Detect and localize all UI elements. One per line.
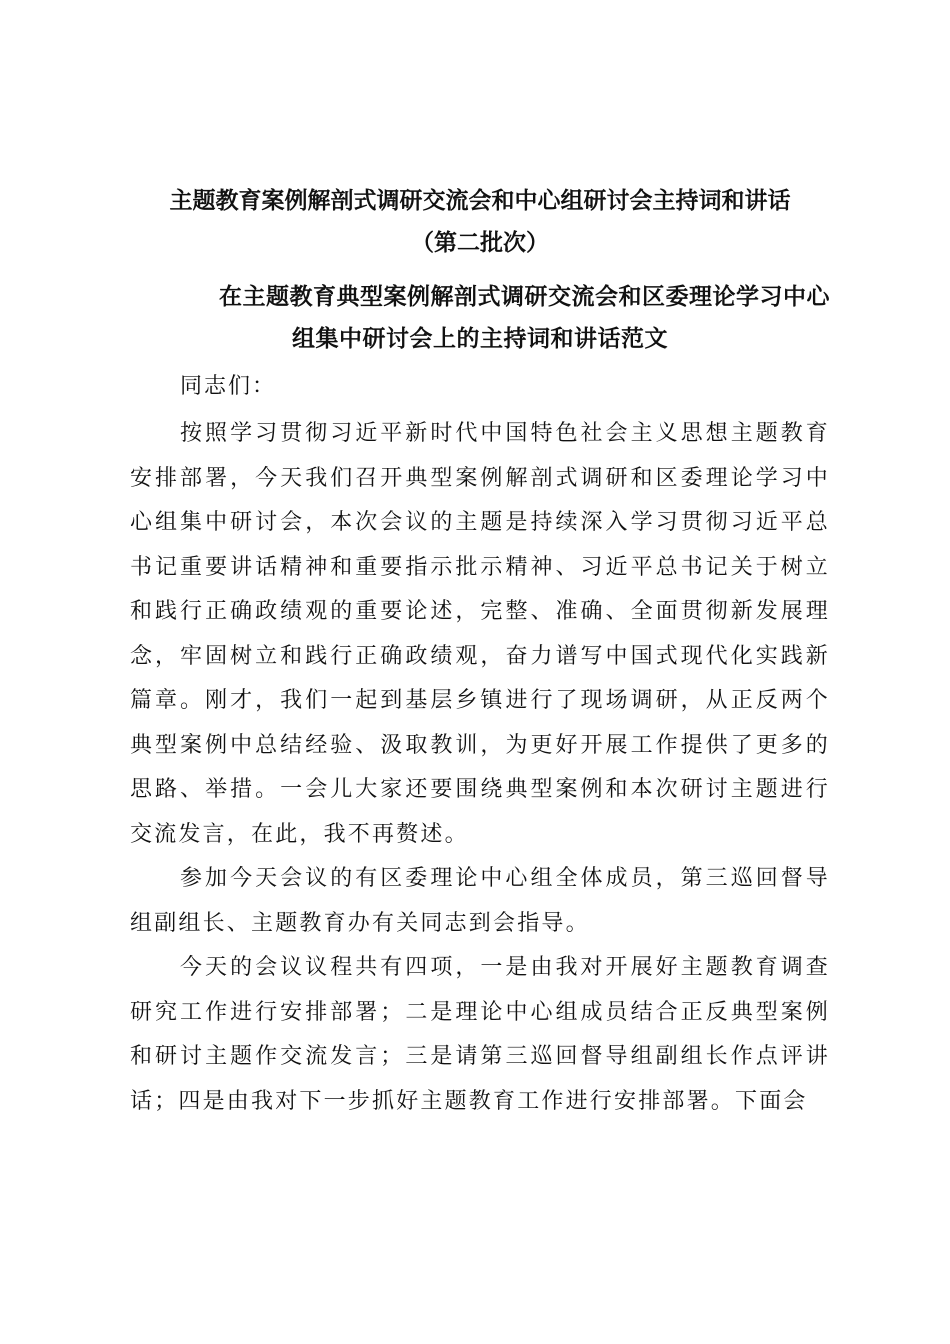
document-subtitle: （第二批次） bbox=[411, 229, 549, 256]
greeting: 同志们： bbox=[180, 374, 277, 399]
paragraph-2: 参加今天会议的有区委理论中心组全体成员，第三巡回督导组副组长、主题教育办有关同志到会指导。 bbox=[130, 866, 830, 936]
document-title: 主题教育案例解剖式调研交流会和中心组研讨会主持词和讲话 bbox=[169, 187, 791, 214]
paragraph-1: 按照学习贯彻习近平新时代中国特色社会主义思想主题教育安排部署，今天我们召开典型案例解剖式调研和区委理论学习中心组集中研讨会，本次会议的主题是持续深入学习贯彻习近平总书记重要讲话精神和重要指示批示精神、习近平总书记关于树立和践行正确政绩观的重要论述，完整、准确、全面贯彻新发展理念，牢固树立和践行正确政绩观，奋力谱写中国式现代化实践新篇章。刚才，我们一起到基层乡镇进行了现场调研，从正反两个典型案例中总结经验、汲取教训，为更好开展工作提供了更多的思路、举措。一会儿大家还要围绕典型案例和本次研讨主题进行交流发言，在此，我不再赘述。 bbox=[130, 421, 830, 847]
speech-heading-line-1: 在主题教育典型案例解剖式调研交流会和区委理论学习中心 bbox=[219, 283, 830, 310]
paragraph-3: 今天的会议议程共有四项，一是由我对开展好主题教育调查研究工作进行安排部署；二是理论中心组成员结合正反典型案例和研讨主题作交流发言；三是请第三巡回督导组副组长作点评讲话；四是由我对下一步抓好主题教育工作进行安排部署。下面会 bbox=[130, 955, 830, 1114]
speech-heading-line-2: 组集中研讨会上的主持词和讲话范文 bbox=[292, 325, 668, 352]
